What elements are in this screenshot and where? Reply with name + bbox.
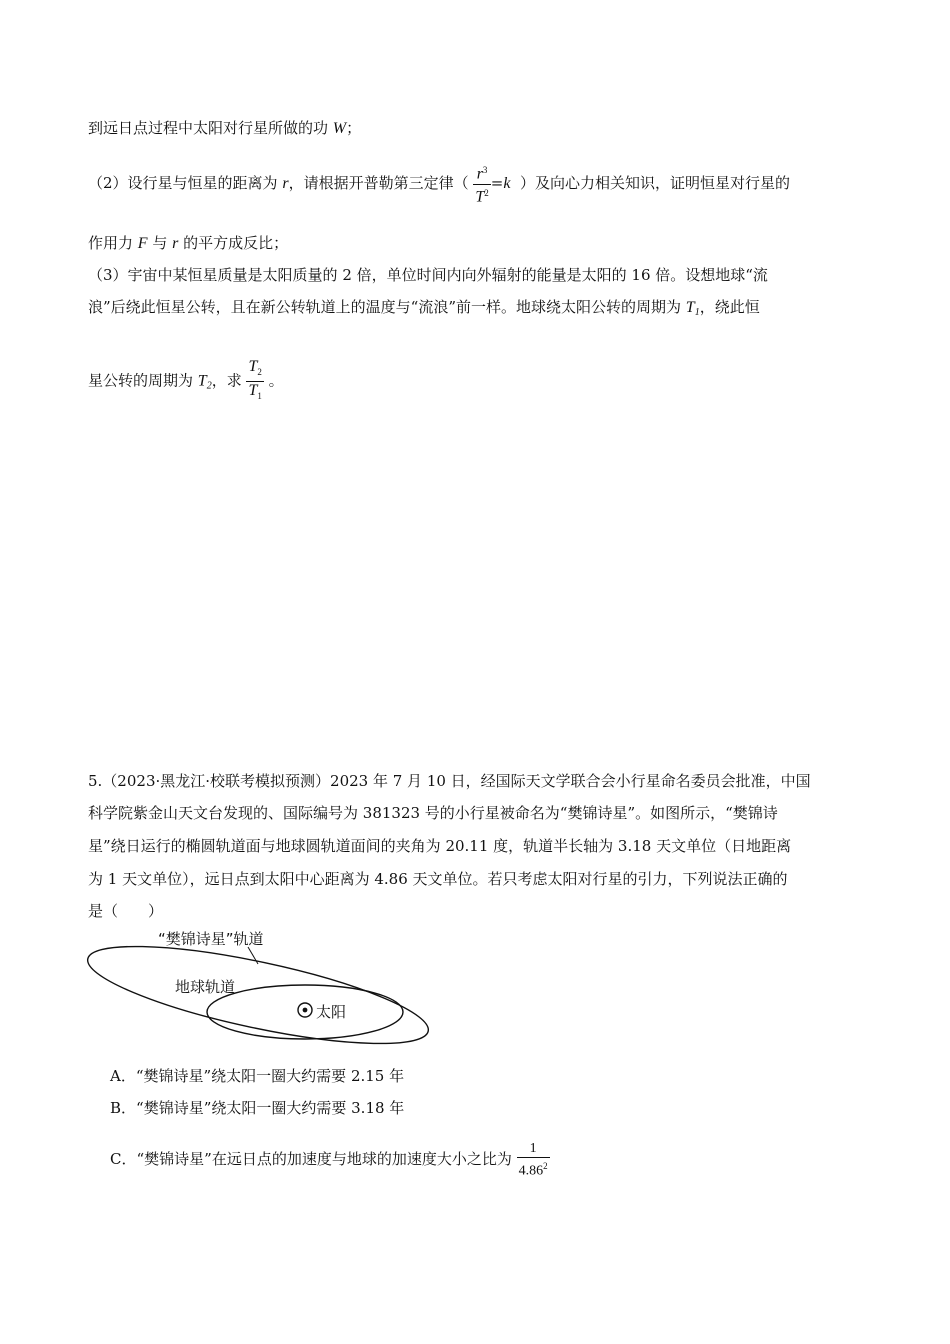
q5-line2: 科学院紫金山天文台发现的、国际编号为 381323 号的小行星被命名为“樊锦诗星”。如图所示，“樊锦诗 [88, 804, 778, 822]
frac-den: 4.86 [518, 1163, 544, 1179]
text: 与 [147, 234, 173, 252]
q5-line3: 星”绕日运行的椭圆轨道面与地球圆轨道面间的夹角为 20.11 度，轨道半长轴为 3.18 天文单位（日地距离 [88, 837, 792, 855]
text: C．“樊锦诗星”在远日点的加速度与地球的加速度大小之比为 [110, 1149, 512, 1168]
var-f: F [137, 235, 148, 252]
sun-center-dot [303, 1008, 308, 1013]
text: 。 [268, 371, 284, 390]
text: 的平方成反比； [178, 234, 289, 252]
var-r: r [282, 175, 289, 193]
period-ratio-fraction [246, 358, 263, 405]
text: ； [346, 119, 362, 137]
q5-line5: 是（ ） [88, 902, 164, 920]
q4-line1 [88, 118, 361, 139]
exp: 2 [543, 1161, 548, 1171]
orbit-leader-line [248, 947, 258, 964]
var-r: r [172, 235, 179, 252]
subscript: 2 [206, 380, 212, 392]
option-a[interactable]: A．“樊锦诗星”绕太阳一圈大约需要 2.15 年 [110, 1067, 405, 1085]
frac-num: r [476, 165, 483, 183]
subscript: 2 [257, 366, 262, 377]
acceleration-ratio-fraction [517, 1140, 550, 1180]
kepler-fraction [473, 162, 490, 206]
option-b[interactable]: B．“樊锦诗星”绕太阳一圈大约需要 3.18 年 [110, 1099, 405, 1117]
var-w: W [332, 120, 347, 137]
var-t: T [197, 372, 207, 390]
text: 到远日点过程中太阳对行星所做的功 [88, 119, 333, 137]
q4-part3a: （3）宇宙中某恒星质量是太阳质量的 2 倍，单位时间内向外辐射的能量是太阳的 16 倍。设想地球“流 [88, 266, 768, 284]
q4-part3c [88, 358, 284, 405]
q5-line4: 为 1 天文单位），远日点到太阳中心距离为 4.86 天文单位。若只考虑太阳对行星的引力，下列说法正确的 [88, 870, 788, 888]
text: ，绕此恒 [699, 298, 760, 316]
option-c[interactable] [110, 1140, 550, 1180]
text: 星公转的周期为 [88, 371, 198, 390]
var-t: T [685, 299, 695, 316]
var-k: k [503, 175, 511, 193]
earth-orbit-label: 地球轨道 [175, 978, 236, 996]
q5-line1: 5.（2023·黑龙江·校联考模拟预测）2023 年 7 月 10 日，经国际天文学联合会小行星命名委员会批准，中国 [88, 772, 811, 790]
exp: 3 [482, 165, 488, 175]
sun-label: 太阳 [316, 1003, 347, 1021]
q4-part3b [88, 297, 760, 323]
exp: 2 [484, 187, 489, 198]
frac-num: 1 [529, 1141, 537, 1156]
text: ，求 [211, 371, 247, 390]
subscript: 1 [257, 390, 262, 401]
text: ，请根据开普勒第三定律（ [288, 174, 469, 193]
text: 作用力 [88, 234, 138, 252]
frac-num: T [248, 358, 258, 375]
asteroid-orbit-label: “樊锦诗星”轨道 [158, 930, 264, 948]
text: 浪”后绕此恒星公转，且在新公转轨道上的温度与“流浪”前一样。地球绕太阳公转的周期为 [88, 298, 686, 316]
frac-den: T [248, 381, 258, 399]
frac-den: T [475, 188, 485, 206]
text: ）及向心力相关知识，证明恒星对行星的 [520, 174, 791, 193]
q4-part2b [88, 233, 288, 254]
subscript: 1 [694, 307, 700, 318]
equals: = [490, 174, 504, 193]
text: （2）设行星与恒星的距离为 [88, 174, 283, 193]
orbit-figure [80, 922, 440, 1052]
q4-part2 [88, 162, 790, 206]
